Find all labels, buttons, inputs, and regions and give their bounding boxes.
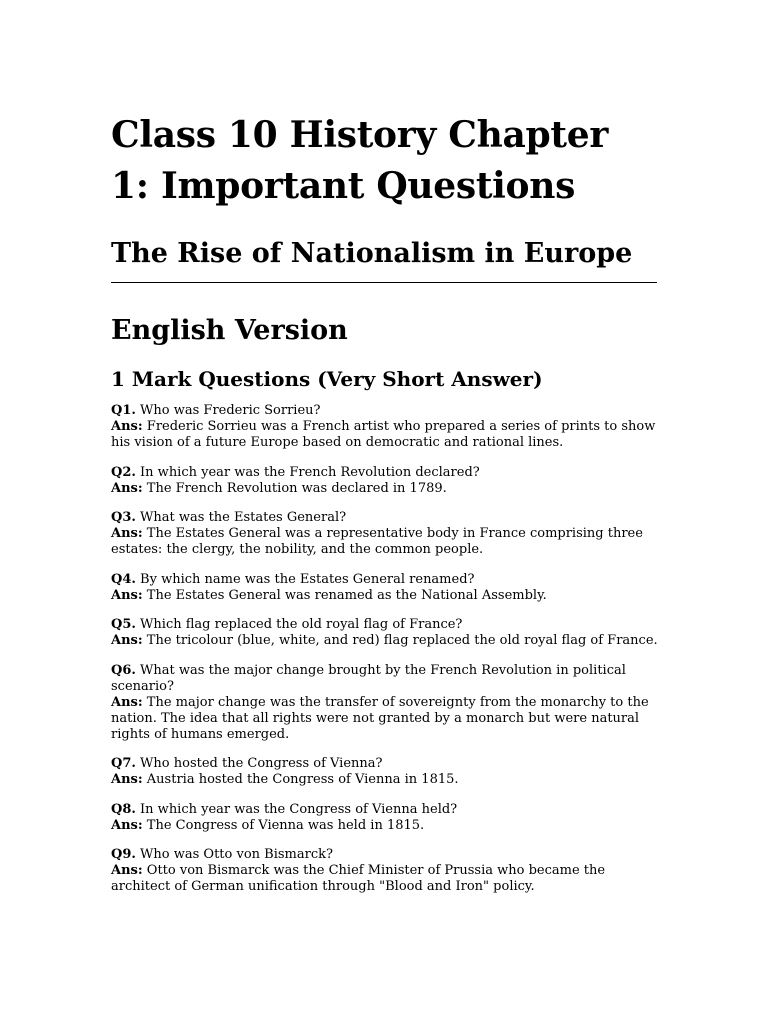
answer-text: The tricolour (blue, white, and red) flag replaced the old royal flag of France. — [146, 633, 658, 648]
answer-line — [111, 526, 659, 558]
page-subtitle: The Rise of Nationalism in Europe — [111, 238, 633, 269]
answer-line — [111, 772, 659, 788]
question-item — [111, 403, 659, 451]
question-label: Q4. — [111, 571, 136, 587]
page-title: Class 10 History Chapter 1: Important Questions — [111, 114, 608, 207]
question-label: Q7. — [111, 756, 136, 771]
answer-text: Austria hosted the Congress of Vienna in 1815. — [146, 772, 459, 787]
question-label: Q9. — [111, 847, 136, 862]
version-heading: English Version — [111, 315, 348, 346]
answer-label: Ans: — [111, 526, 143, 541]
question-text: Which flag replaced the old royal flag of France? — [140, 617, 463, 632]
question-item — [111, 847, 659, 895]
answer-line — [111, 818, 659, 834]
answer-line — [111, 481, 659, 497]
question-item — [111, 802, 659, 834]
question-text: Who was Otto von Bismarck? — [140, 847, 333, 862]
answer-label: Ans: — [111, 587, 143, 603]
answer-label: Ans: — [111, 480, 143, 496]
answer-text: The major change was the transfer of sovereignty from the monarchy to the nation. The idea that all rights were not granted by a monarch but were natural rights of humans emerged. — [111, 694, 649, 742]
question-line — [111, 756, 659, 772]
answer-line — [111, 588, 659, 604]
question-line — [111, 802, 659, 818]
question-text: Who hosted the Congress of Vienna? — [140, 756, 383, 771]
question-line — [111, 847, 659, 863]
section-heading: 1 Mark Questions (Very Short Answer) — [111, 367, 543, 391]
question-label: Q8. — [111, 801, 136, 817]
answer-line — [111, 633, 659, 649]
answer-line — [111, 419, 659, 451]
answer-label: Ans: — [111, 633, 143, 648]
answer-line — [111, 863, 659, 895]
question-label: Q3. — [111, 510, 136, 525]
answer-text: The Congress of Vienna was held in 1815. — [146, 817, 425, 833]
question-label: Q5. — [111, 617, 136, 632]
question-item — [111, 756, 659, 788]
question-text: What was the Estates General? — [140, 510, 347, 525]
answer-label: Ans: — [111, 772, 143, 787]
question-label: Q1. — [111, 403, 136, 418]
question-list — [111, 403, 657, 895]
question-text: In which year was the French Revolution declared? — [140, 464, 480, 480]
answer-text: Otto von Bismarck was the Chief Minister of Prussia who became the architect of German unification through "Blood and Iron" policy. — [111, 863, 606, 894]
answer-label: Ans: — [111, 863, 143, 878]
question-item — [111, 510, 659, 558]
answer-label: Ans: — [111, 694, 143, 710]
question-label: Q2. — [111, 464, 136, 480]
question-line — [111, 465, 659, 481]
question-line — [111, 510, 659, 526]
question-label: Q6. — [111, 662, 136, 678]
question-line — [111, 403, 659, 419]
answer-line — [111, 695, 659, 743]
answer-label: Ans: — [111, 817, 143, 833]
answer-text: The French Revolution was declared in 1789. — [146, 480, 447, 496]
question-text: In which year was the Congress of Vienna held? — [140, 801, 458, 817]
question-item — [111, 465, 659, 497]
question-line — [111, 617, 659, 633]
question-text: Who was Frederic Sorrieu? — [140, 403, 321, 418]
question-item — [111, 663, 659, 743]
question-text: By which name was the Estates General renamed? — [140, 571, 475, 587]
answer-text: Frederic Sorrieu was a French artist who prepared a series of prints to show his vision of a future Europe based on democratic and rational lines. — [111, 419, 656, 450]
question-line — [111, 663, 659, 695]
question-text: What was the major change brought by the French Revolution in political scenario? — [111, 662, 626, 694]
question-line — [111, 572, 659, 588]
answer-label: Ans: — [111, 419, 143, 434]
question-item — [111, 617, 659, 649]
answer-text: The Estates General was renamed as the National Assembly. — [146, 587, 547, 603]
heading-divider — [111, 282, 657, 283]
question-item — [111, 572, 659, 604]
answer-text: The Estates General was a representative body in France comprising three estates: the clergy, the nobility, and the common people. — [111, 526, 643, 557]
